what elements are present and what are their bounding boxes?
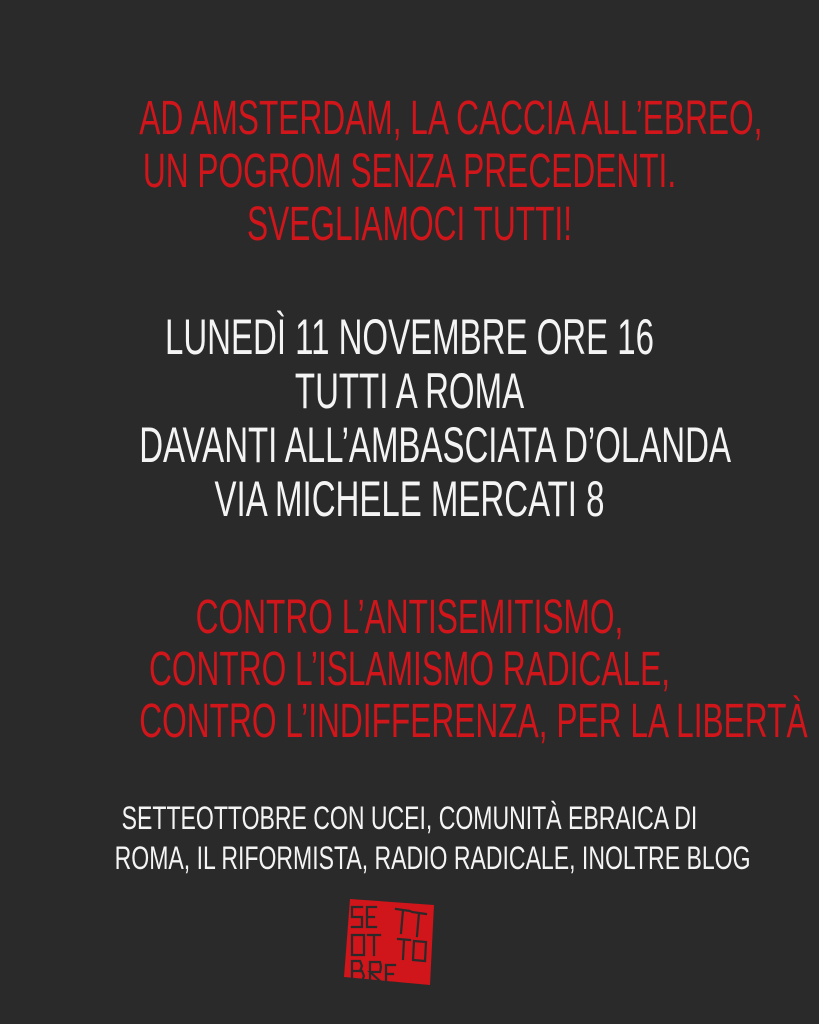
event-venue: DAVANTI ALL’AMBASCIATA D’OLANDA <box>139 417 731 473</box>
slogan-line-3: CONTRO L’INDIFFERENZA, PER LA LIBERTÀ <box>139 695 808 748</box>
organizers-line-1: SETTEOTTOBRE CON UCEI, COMUNITÀ EBRAICA DI <box>121 800 698 836</box>
headline-line-2: UN POGROM SENZA PRECEDENTI. <box>142 145 677 198</box>
headline-line-3: SVEGLIAMOCI TUTTI! <box>246 198 573 251</box>
organizers <box>0 798 819 878</box>
event-city: TUTTI A ROMA <box>294 363 525 419</box>
headline-line-1: AD AMSTERDAM, LA CACCIA ALL’EBREO, <box>139 92 763 145</box>
organizers-line-2: ROMA, IL RIFORMISTA, RADIO RADICALE, INOLTRE BLOG <box>114 840 751 876</box>
setteottobre-logo <box>340 895 440 987</box>
headline <box>0 92 819 251</box>
event-date: LUNEDÌ 11 NOVEMBRE ORE 16 <box>164 309 655 365</box>
slogan-line-1: CONTRO L’ANTISEMITISMO, <box>195 591 624 644</box>
slogans <box>0 592 819 748</box>
event-details <box>0 310 819 526</box>
slogan-line-2: CONTRO L’ISLAMISMO RADICALE, <box>148 643 671 696</box>
event-address: VIA MICHELE MERCATI 8 <box>214 471 605 527</box>
